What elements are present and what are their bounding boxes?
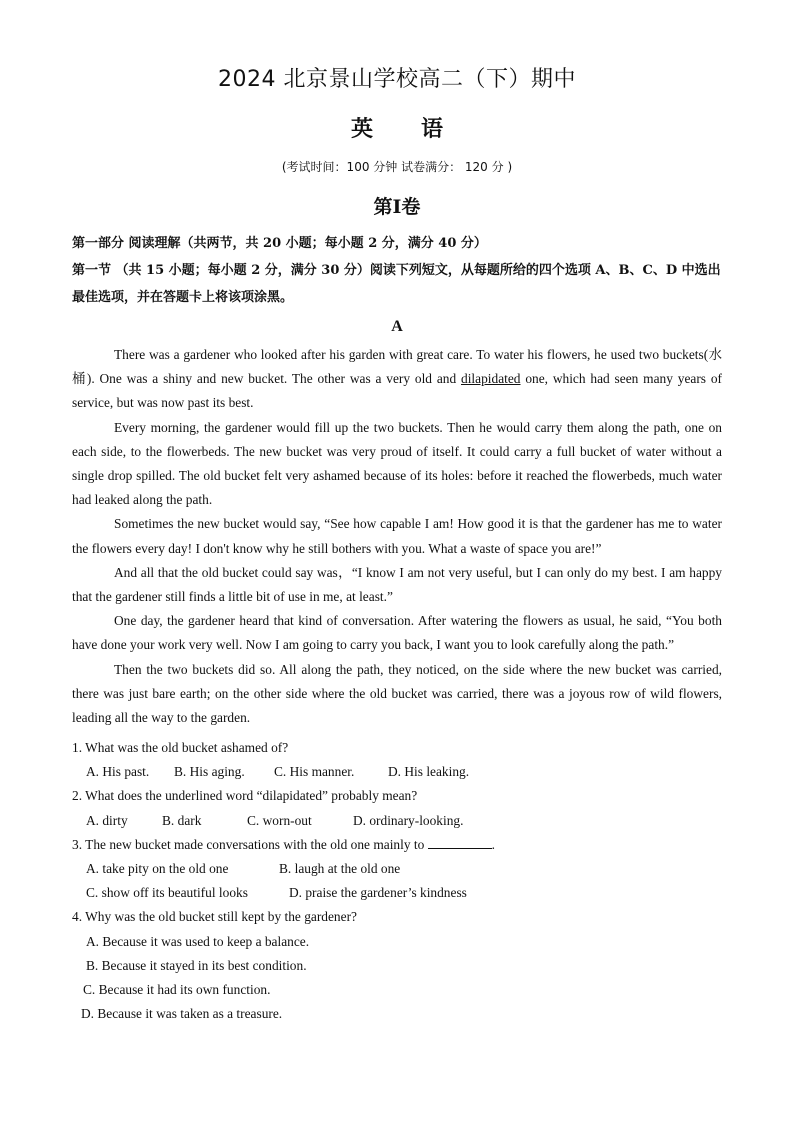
answer-blank — [428, 835, 492, 849]
subject-title — [72, 112, 722, 143]
option-row: D. Because it was taken as a treasure. — [81, 1006, 283, 1022]
option: D. ordinary-looking. — [353, 812, 464, 828]
underlined-word: dilapidated — [461, 371, 521, 387]
option-row — [72, 857, 722, 881]
passage-label: A — [391, 318, 403, 335]
option-row: B. Because it stayed in its best condition. — [86, 957, 307, 973]
option-row: C. Because it had its own function. — [83, 982, 271, 998]
questions — [72, 736, 722, 1026]
option: D. praise the gardener’s kindness — [289, 885, 467, 901]
question-stem — [72, 833, 722, 857]
question-stem: 1. What was the old bucket ashamed of? — [72, 740, 289, 755]
question-text: 3. The new bucket made conversations with the old one mainly to — [72, 836, 425, 852]
option: A. dirty — [86, 812, 128, 828]
paragraph: One day, the gardener heard that kind of conversation. After watering the flowers as usual, he said, “You both have done your work very well. Now I am going to carry you back, I want you to look carefully along the path.” — [72, 613, 722, 653]
exam-title: 2024 北京景山学校高二（下）期中 — [218, 67, 576, 92]
paragraph — [72, 343, 722, 416]
subject-char-1: 英 — [350, 116, 373, 142]
part-one-heading: 第一部分 阅读理解（共两节，共 20 小题；每小题 2 分，满分 40 分） — [72, 236, 487, 251]
option: C. show off its beautiful looks — [86, 885, 248, 901]
option-row — [72, 881, 722, 905]
volume-title: 第Ⅰ卷 — [373, 196, 421, 218]
exam-info: (考试时间：100 分钟 试卷满分： 120 分 ) — [281, 160, 513, 174]
option: B. dark — [162, 812, 202, 828]
option: C. His manner. — [274, 764, 355, 780]
option-row — [72, 760, 722, 784]
paragraph-text: There was a gardener who looked after his garden with great care. To water his flowers, he used two buckets(水桶). One was a shiny and new bucket. The other was a very old and — [72, 347, 722, 387]
paragraph: Every morning, the gardener would fill up the two buckets. Then he would carry them along the path, one on each side, to the flowerbeds. The new bucket was very proud of itself. It could carry a full bucket of water without a single drop spilled. The old bucket felt very ashamed because of its holes: before it reached the flowerbeds, much water had leaked along the path. — [72, 419, 722, 508]
option: B. His aging. — [174, 764, 245, 780]
question-text-end: . — [491, 836, 496, 852]
section-one-instructions: 第一节 （共 15 小题；每小题 2 分，满分 30 分）阅读下列短文，从每题所给的四个选项 A、B、C、D 中选出最佳选项，并在答题卡上将该项涂黑。 — [72, 263, 721, 305]
passage-body — [72, 343, 722, 730]
option: D. His leaking. — [388, 764, 470, 780]
paragraph: Sometimes the new bucket would say, “See how capable I am! How good it is that the gardener has me to water the flowers every day! I don't know why he still bothers with you. What a waste of space you are!” — [72, 516, 722, 556]
paragraph: And all that the old bucket could say was，“I know I am not very useful, but I can only do my best. I am happy that the gardener still finds a little bit of use in me, at least.” — [72, 564, 722, 605]
option-row: A. Because it was used to keep a balance. — [86, 933, 310, 949]
subject-char-2: 语 — [421, 116, 444, 142]
option: C. worn-out — [247, 812, 312, 828]
paragraph-text: one, which had seen many years of service, but was now past its best. — [72, 371, 722, 411]
question-stem: 2. What does the underlined word “dilapidated” probably mean? — [72, 788, 418, 804]
paragraph: Then the two buckets did so. All along the path, they noticed, on the side where the new bucket was carried, there was just bare earth; on the other side where the old bucket was carried, there was a joyous row of wild flowers, leading all the way to the garden. — [72, 661, 722, 726]
option-row — [72, 809, 722, 833]
option: A. His past. — [86, 764, 150, 780]
option: A. take pity on the old one — [86, 861, 229, 877]
question-stem: 4. Why was the old bucket still kept by the gardener? — [72, 909, 357, 925]
option: B. laugh at the old one — [279, 861, 401, 877]
